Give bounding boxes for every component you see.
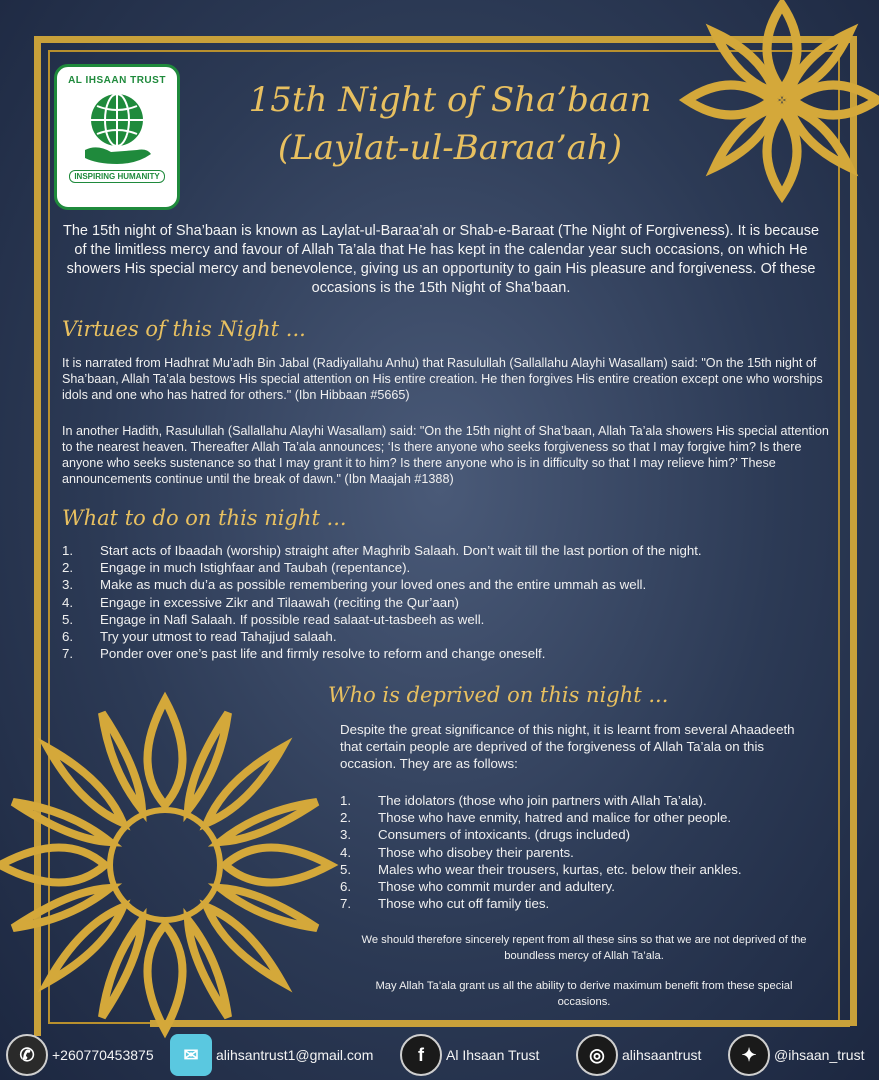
title-line-1: 15th Night of Sha’baan bbox=[248, 80, 652, 120]
closing-repent: We should therefore sincerely repent from all these sins so that we are not deprived of the boundless mercy of Allah Ta’ala. bbox=[361, 934, 807, 962]
instagram-contact[interactable] bbox=[576, 1034, 701, 1076]
phone-icon: ✆ bbox=[6, 1034, 48, 1076]
twitter-contact[interactable] bbox=[728, 1034, 864, 1076]
instagram-icon: ◎ bbox=[576, 1034, 618, 1076]
globe-hands-icon bbox=[77, 88, 157, 168]
list-item: 1. The idolators (those who join partners with Allah Ta’ala). bbox=[340, 793, 707, 808]
twitter-icon: ✦ bbox=[728, 1034, 770, 1076]
logo-top-text: AL IHSAAN TRUST bbox=[68, 75, 166, 86]
deprived-intro: Despite the great significance of this night, it is learnt from several Ahaadeeth that certain people are deprived of the forgiveness of Allah Ta’ala on this occasion. They are as follows: bbox=[340, 722, 795, 771]
instagram-handle: alihsaantrust bbox=[622, 1047, 702, 1063]
bottom-left-ornament bbox=[0, 680, 350, 1040]
facebook-icon: f bbox=[400, 1034, 442, 1076]
page-title bbox=[190, 78, 710, 174]
list-item: 5. Engage in Nafl Salaah. If possible read salaat-ut-tasbeeh as well. bbox=[62, 611, 485, 627]
deprived-list bbox=[340, 792, 820, 912]
email-contact[interactable] bbox=[170, 1034, 373, 1076]
intro-paragraph: The 15th night of Sha’baan is known as Laylat-ul-Baraa’ah or Shab-e-Baraat (The Night of Forgiveness). It is because of the limitless mercy and favour of Allah Ta’ala that He has kept in the calendar year such occasions, on which He showers His special mercy and benevolence, giving us an opportunity to gain His pleasure and forgiveness. Of these occasions is the 15th Night of Sha’baan. bbox=[62, 223, 820, 296]
virtues-paragraph-2: In another Hadith, Rasulullah (Sallallahu Alayhi Wasallam) said: "On the 15th night of Sha’baan, Allah Ta’ala showers His special attention to the nearest heaven. Thereafter Allah Ta’ala announces; ‘Is there anyone who seeks forgiveness so that I may forgive him? Is there anyone who seeks sustenance so that I may grant it to him? Is there anyone who is in difficulty so that I may relieve him?’ These announcements continue until the break of dawn." (Ibn Maajah #1388) bbox=[62, 424, 829, 486]
virtues-paragraph-1: It is narrated from Hadhrat Mu’adh Bin Jabal (Radiyallahu Anhu) that Rasulullah (Sallallahu Alayhi Wasallam) said: "On the 15th night of Sha’baan, Allah Ta’ala bestows His special attention on His entire creation. He then forgives His entire creation except one who worships idols and one who has hatred for others." (Ibn Hibbaan #5665) bbox=[62, 356, 823, 402]
list-item: 2. Engage in much Istighfaar and Taubah (repentance). bbox=[62, 560, 411, 576]
phone-contact[interactable] bbox=[6, 1034, 154, 1076]
list-item: 5. Males who wear their trousers, kurtas, etc. below their ankles. bbox=[340, 861, 742, 877]
todo-heading: What to do on this night ... bbox=[62, 506, 347, 530]
al-ihsaan-trust-logo bbox=[54, 64, 180, 210]
list-item: 1. Start acts of Ibaadah (worship) straight after Maghrib Salaah. Don’t wait till the last portion of the night. bbox=[62, 543, 702, 558]
facebook-name: Al Ihsaan Trust bbox=[446, 1047, 540, 1063]
closing-dua: May Allah Ta’ala grant us all the ability to derive maximum benefit from these special occasions. bbox=[375, 980, 793, 1008]
list-item: 7. Those who cut off family ties. bbox=[340, 896, 550, 912]
list-item: 7. Ponder over one’s past life and firmly resolve to reform and change oneself. bbox=[62, 646, 546, 662]
list-item: 4. Those who disobey their parents. bbox=[340, 844, 574, 860]
deprived-heading: Who is deprived on this night ... bbox=[328, 683, 669, 707]
logo-bottom-text: INSPIRING HUMANITY bbox=[69, 170, 164, 183]
list-item: 3. Make as much du’a as possible remembering your loved ones and the entire ummah as well. bbox=[62, 577, 647, 593]
list-item: 6. Try your utmost to read Tahajjud salaah. bbox=[62, 629, 337, 645]
virtues-heading: Virtues of this Night ... bbox=[62, 317, 306, 341]
list-item: 2. Those who have enmity, hatred and malice for other people. bbox=[340, 810, 732, 826]
todo-list bbox=[62, 542, 832, 662]
email-address: alihsantrust1@gmail.com bbox=[216, 1047, 374, 1063]
twitter-handle: @ihsaan_trust bbox=[774, 1047, 865, 1063]
phone-number: +260770453875 bbox=[52, 1047, 154, 1063]
list-item: 4. Engage in excessive Zikr and Tilaawah (reciting the Qur’aan) bbox=[62, 594, 459, 610]
contact-footer bbox=[0, 1030, 879, 1080]
list-item: 6. Those who commit murder and adultery. bbox=[340, 879, 615, 895]
title-line-2: (Laylat-ul-Baraa’ah) bbox=[277, 128, 623, 168]
mail-icon: ✉ bbox=[170, 1034, 212, 1076]
list-item: 3. Consumers of intoxicants. (drugs included) bbox=[340, 827, 631, 843]
facebook-contact[interactable] bbox=[400, 1034, 539, 1076]
